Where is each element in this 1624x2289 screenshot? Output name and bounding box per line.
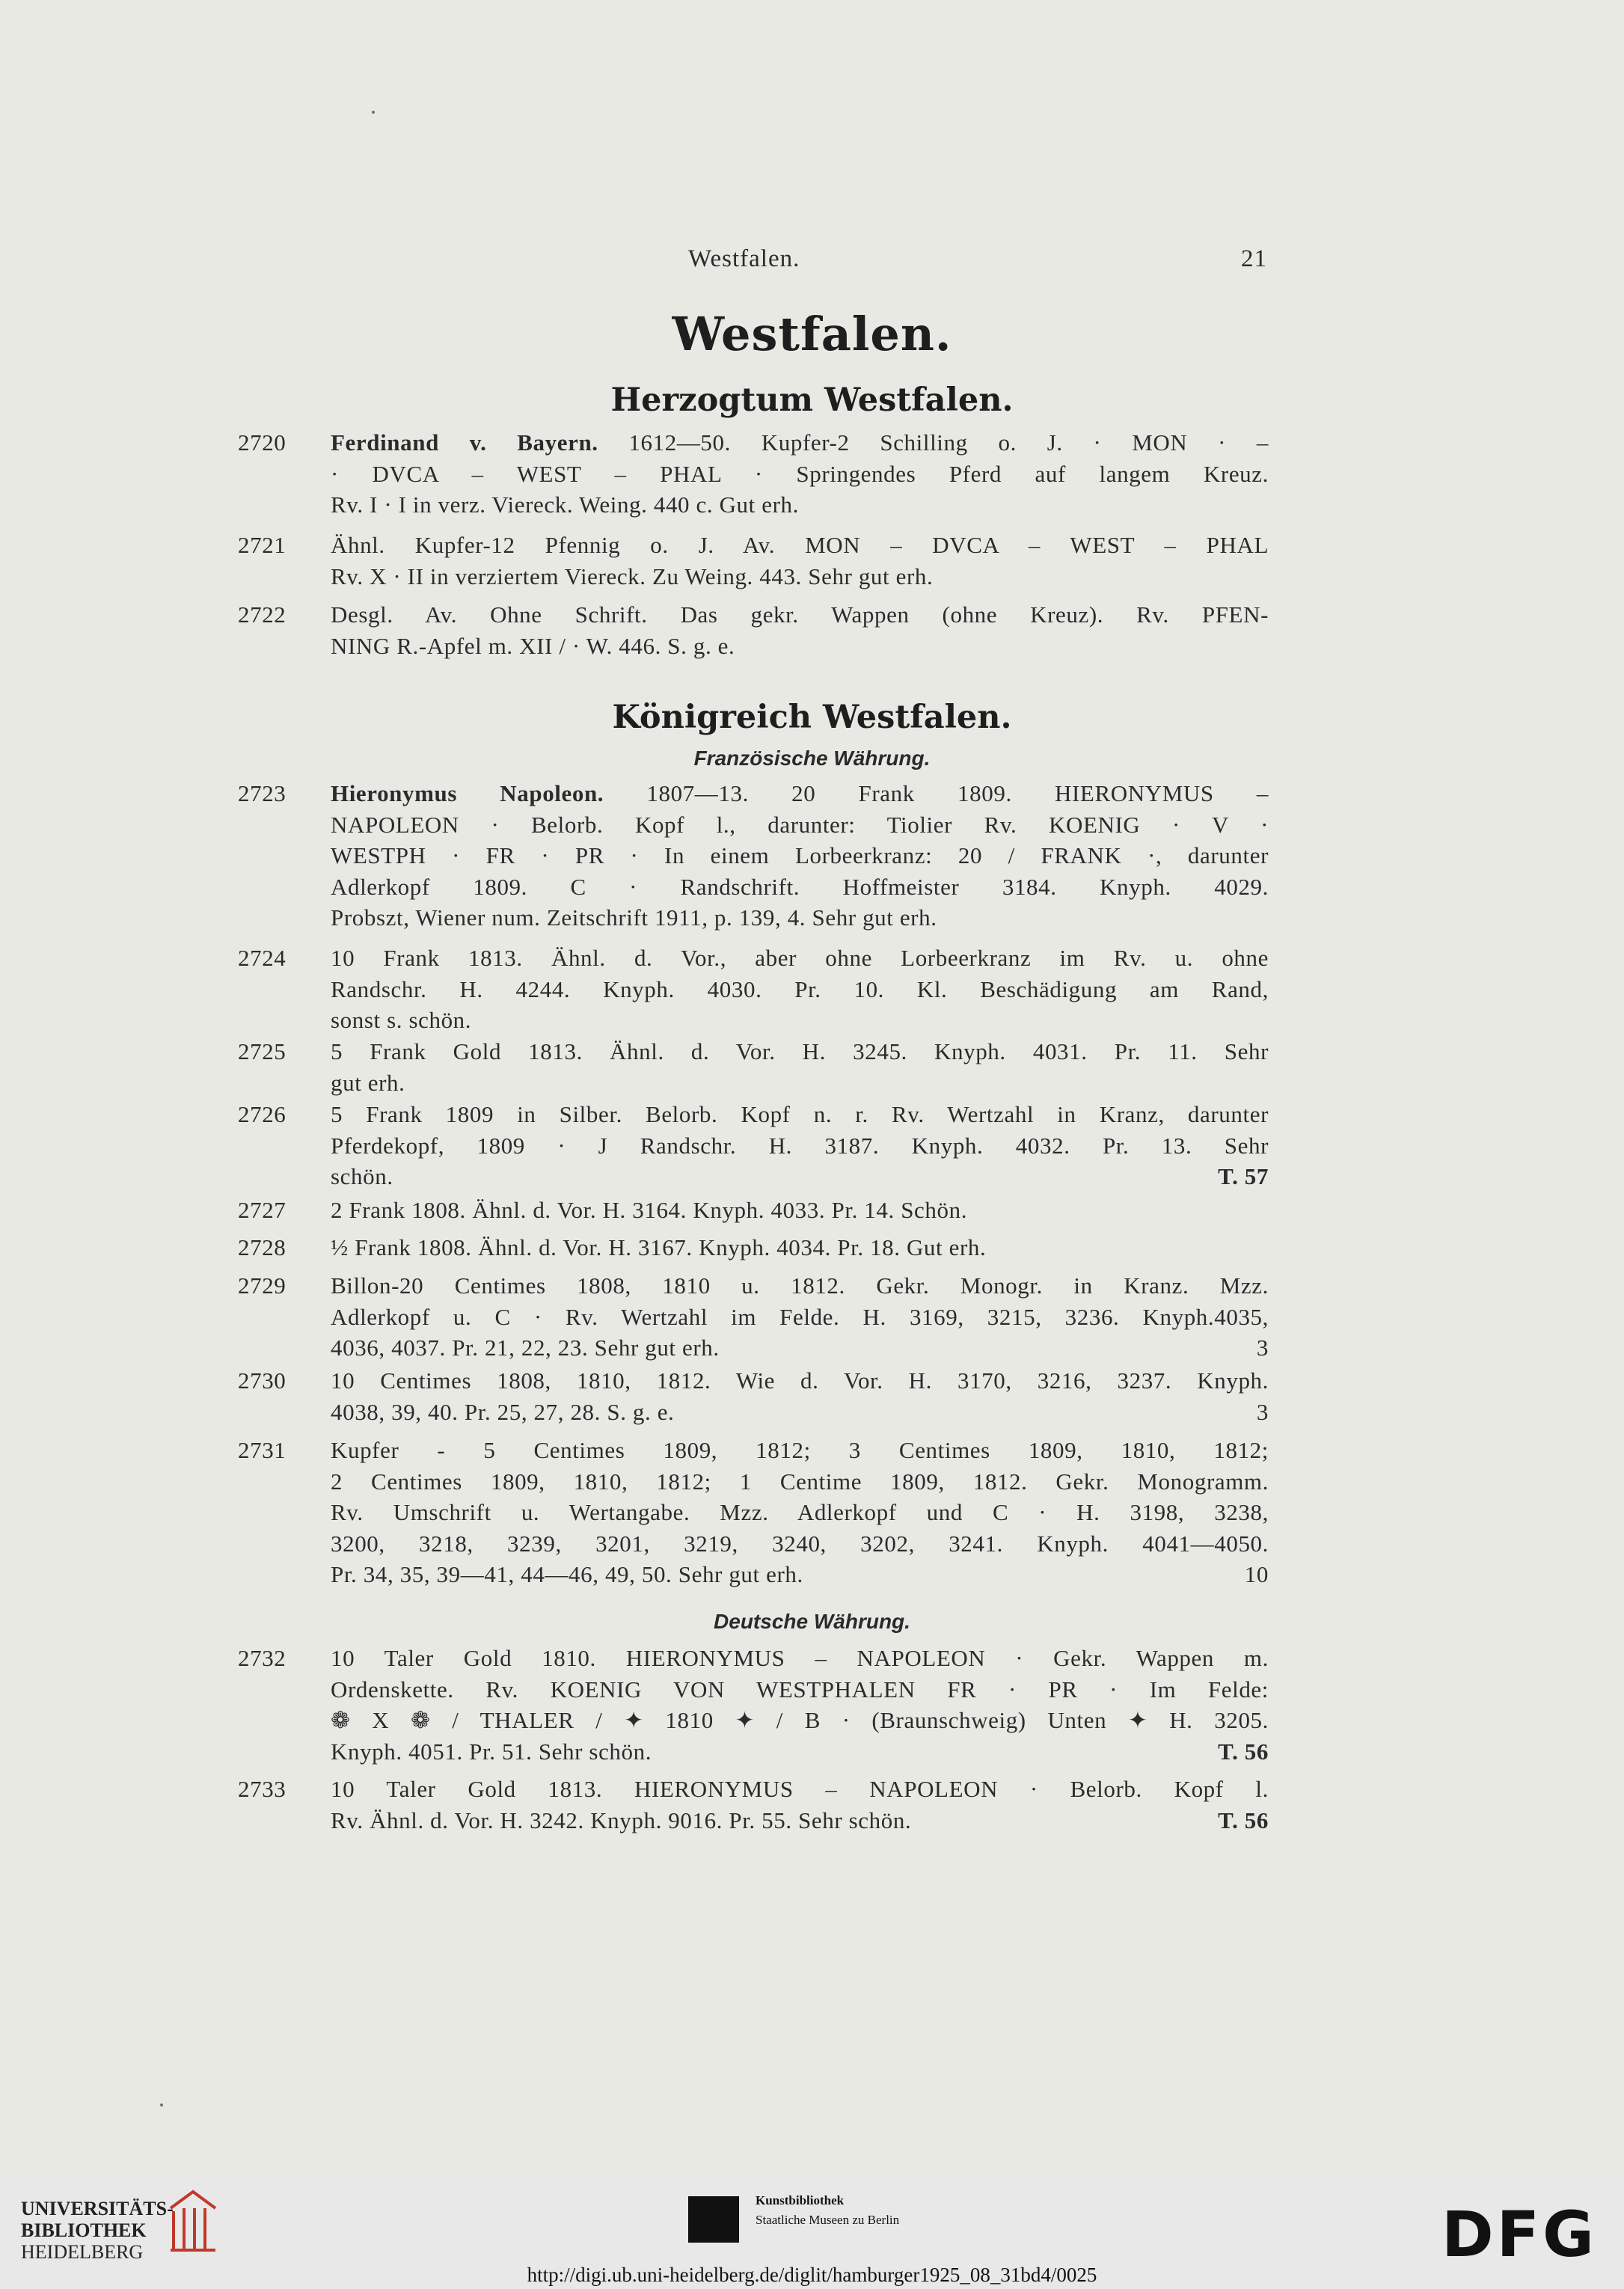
subheading-franzoesische: Französische Währung. [693, 747, 931, 770]
entry-line: sonst s. schön. [331, 1007, 472, 1033]
entry-line: ½ Frank 1808. Ähnl. d. Vor. H. 3167. Knyph. 4034. Pr. 18. Gut erh. [331, 1234, 987, 1260]
plate-reference: T. 56 [1218, 1738, 1269, 1765]
entry-line: 10 Centimes 1808, 1810, 1812. Wie d. Vor. H. 3170, 3216, 3237. Knyph. [331, 1367, 1269, 1394]
entry-number: 2727 [238, 1197, 287, 1223]
catalog-entry [238, 943, 1269, 1036]
entry-line [331, 427, 1269, 459]
paper-speck [372, 111, 375, 114]
entry-line: gut erh. [331, 1069, 405, 1096]
kunstbibliothek-subtitle: Staatliche Museen zu Berlin [756, 2213, 900, 2227]
catalog-entry [238, 1270, 1269, 1364]
entry-text: 1807—13. 20 Frank 1809. HIERONYMUS – [604, 780, 1269, 806]
lot-count: 3 [1256, 1335, 1269, 1361]
kunstbibliothek-logo-icon [688, 2196, 739, 2243]
entry-number: 2731 [238, 1437, 287, 1463]
entry-number: 2722 [238, 601, 287, 628]
entry-number: 2725 [238, 1038, 287, 1064]
library-name-line: BIBLIOTHEK [21, 2219, 147, 2241]
kunstbibliothek-name: Kunstbibliothek [756, 2193, 845, 2207]
entry-text: Knyph. 4051. Pr. 51. Sehr schön. [331, 1738, 652, 1765]
entry-line [331, 1397, 1269, 1428]
entry-line: 10 Taler Gold 1813. HIERONYMUS – NAPOLEON · Belorb. Kopf l. [331, 1776, 1269, 1802]
entry-line: 2 Frank 1808. Ähnl. d. Vor. H. 3164. Knyph. 4033. Pr. 14. Schön. [331, 1197, 968, 1223]
entry-number: 2720 [238, 429, 287, 456]
entry-line: Ordenskette. Rv. KOENIG VON WESTPHALEN FR · PR · Im Felde: [331, 1676, 1269, 1703]
page-title: Westfalen. [672, 307, 952, 361]
entry-line: Ähnl. Kupfer-12 Pfennig o. J. Av. MON – DVCA – WEST – PHAL [331, 532, 1269, 558]
university-library-logo-icon[interactable] [163, 2186, 223, 2253]
entry-text: 1612—50. Kupfer-2 Schilling o. J. · MON · – [598, 429, 1269, 456]
entry-text: Pr. 34, 35, 39—41, 44—46, 49, 50. Sehr gut erh. [331, 1561, 803, 1587]
entry-name: Ferdinand v. Bayern. [331, 429, 598, 456]
entry-line: NING R.-Apfel m. XII / · W. 446. S. g. e. [331, 632, 735, 659]
entry-line: 2 Centimes 1809, 1810, 1812; 1 Centime 1809, 1812. Gekr. Monogramm. [331, 1468, 1269, 1495]
catalog-entry [238, 1643, 1269, 1767]
entry-line: Desgl. Av. Ohne Schrift. Das gekr. Wappen (ohne Kreuz). Rv. PFEN- [331, 601, 1269, 628]
running-head [329, 245, 1267, 275]
entry-line [331, 1332, 1269, 1364]
catalog-entry [238, 1365, 1269, 1427]
entry-text: schön. [331, 1163, 393, 1189]
catalog-entry [238, 778, 1269, 934]
catalog-entry [238, 427, 1269, 521]
entry-line [331, 1161, 1269, 1192]
subheading-deutsche: Deutsche Währung. [714, 1610, 910, 1633]
entry-number: 2732 [238, 1645, 287, 1671]
entry-line: Probszt, Wiener num. Zeitschrift 1911, p. 139, 4. Sehr gut erh. [331, 904, 937, 931]
entry-line [331, 1805, 1269, 1836]
entry-number: 2721 [238, 532, 287, 558]
entry-text: 4038, 39, 40. Pr. 25, 27, 28. S. g. e. [331, 1398, 675, 1425]
permalink-url[interactable]: http://digi.ub.uni-heidelberg.de/diglit/hamburger1925_08_31bd4/0025 [527, 2264, 1097, 2286]
page-number: 21 [1241, 245, 1267, 272]
entry-number: 2724 [238, 945, 287, 971]
entry-line: Pferdekopf, 1809 · J Randschr. H. 3187. Knyph. 4032. Pr. 13. Sehr [331, 1132, 1269, 1159]
entry-line: 10 Taler Gold 1810. HIERONYMUS – NAPOLEON · Gekr. Wappen m. [331, 1645, 1269, 1671]
entry-line: 10 Frank 1813. Ähnl. d. Vor., aber ohne Lorbeerkranz im Rv. u. ohne [331, 945, 1269, 971]
paper-speck [160, 2103, 163, 2106]
entry-line: WESTPH · FR · PR · In einem Lorbeerkranz: 20 / FRANK ·, darunter [331, 842, 1269, 868]
section-heading-koenigreich: Königreich Westfalen. [612, 699, 1012, 736]
catalog-entry [238, 1036, 1269, 1098]
entry-line: Adlerkopf 1809. C · Randschrift. Hoffmeister 3184. Knyph. 4029. [331, 873, 1269, 900]
entry-line: Rv. Umschrift u. Wertangabe. Mzz. Adlerkopf und C · H. 3198, 3238, [331, 1499, 1269, 1525]
catalog-entry [238, 1232, 1269, 1263]
entry-line: 5 Frank Gold 1813. Ähnl. d. Vor. H. 3245. Knyph. 4031. Pr. 11. Sehr [331, 1038, 1269, 1064]
entry-number: 2728 [238, 1234, 287, 1260]
entry-number: 2730 [238, 1367, 287, 1394]
library-name-line: UNIVERSITÄTS- [21, 2198, 174, 2219]
library-name-line: HEIDELBERG [21, 2241, 144, 2263]
entry-line: 5 Frank 1809 in Silber. Belorb. Kopf n. r. Rv. Wertzahl in Kranz, darunter [331, 1101, 1269, 1127]
catalog-entry [238, 1774, 1269, 1836]
entry-line [331, 1736, 1269, 1768]
entry-line: NAPOLEON · Belorb. Kopf l., darunter: Tiolier Rv. KOENIG · V · [331, 811, 1269, 838]
entry-number: 2723 [238, 780, 287, 806]
entry-line: · DVCA – WEST – PHAL · Springendes Pferd auf langem Kreuz. [331, 460, 1269, 487]
entry-text: Rv. Ähnl. d. Vor. H. 3242. Knyph. 9016. Pr. 55. Sehr schön. [331, 1807, 912, 1833]
dfg-logo[interactable]: DFG [1441, 2198, 1597, 2271]
plate-reference: T. 56 [1218, 1807, 1269, 1833]
lot-count: 10 [1244, 1561, 1269, 1587]
entry-line [331, 1559, 1269, 1590]
lot-count: 3 [1256, 1398, 1269, 1425]
entry-line: ❁ X ❁ / THALER / ✦ 1810 ✦ / B · (Braunschweig) Unten ✦ H. 3205. [331, 1707, 1269, 1733]
catalog-entry [238, 1435, 1269, 1590]
entry-line [331, 778, 1269, 809]
entry-number: 2729 [238, 1272, 287, 1299]
library-name[interactable] [21, 2198, 174, 2263]
entry-number: 2733 [238, 1776, 287, 1802]
entry-line: Rv. X · II in verziertem Viereck. Zu Weing. 443. Sehr gut erh. [331, 563, 934, 589]
running-head-title: Westfalen. [688, 245, 800, 272]
entry-line: Kupfer - 5 Centimes 1809, 1812; 3 Centimes 1809, 1810, 1812; [331, 1437, 1269, 1463]
entry-line: Billon-20 Centimes 1808, 1810 u. 1812. Gekr. Monogr. in Kranz. Mzz. [331, 1272, 1269, 1299]
section-heading-herzogtum: Herzogtum Westfalen. [610, 382, 1014, 419]
entry-line: Randschr. H. 4244. Knyph. 4030. Pr. 10. Kl. Beschädigung am Rand, [331, 975, 1269, 1002]
entry-name: Hieronymus Napoleon. [331, 780, 604, 806]
plate-reference: T. 57 [1218, 1163, 1269, 1189]
entry-line: 3200, 3218, 3239, 3201, 3219, 3240, 3202, 3241. Knyph. 4041—4050. [331, 1530, 1269, 1557]
catalog-entry [238, 1099, 1269, 1192]
entry-line: Rv. I · I in verz. Viereck. Weing. 440 c. Gut erh. [331, 491, 799, 518]
catalog-entry [238, 530, 1269, 592]
catalog-entry [238, 1195, 1269, 1226]
catalog-entry [238, 599, 1269, 661]
entry-line: Adlerkopf u. C · Rv. Wertzahl im Felde. H. 3169, 3215, 3236. Knyph.4035, [331, 1303, 1269, 1330]
entry-text: 4036, 4037. Pr. 21, 22, 23. Sehr gut erh. [331, 1335, 720, 1361]
entry-number: 2726 [238, 1101, 287, 1127]
